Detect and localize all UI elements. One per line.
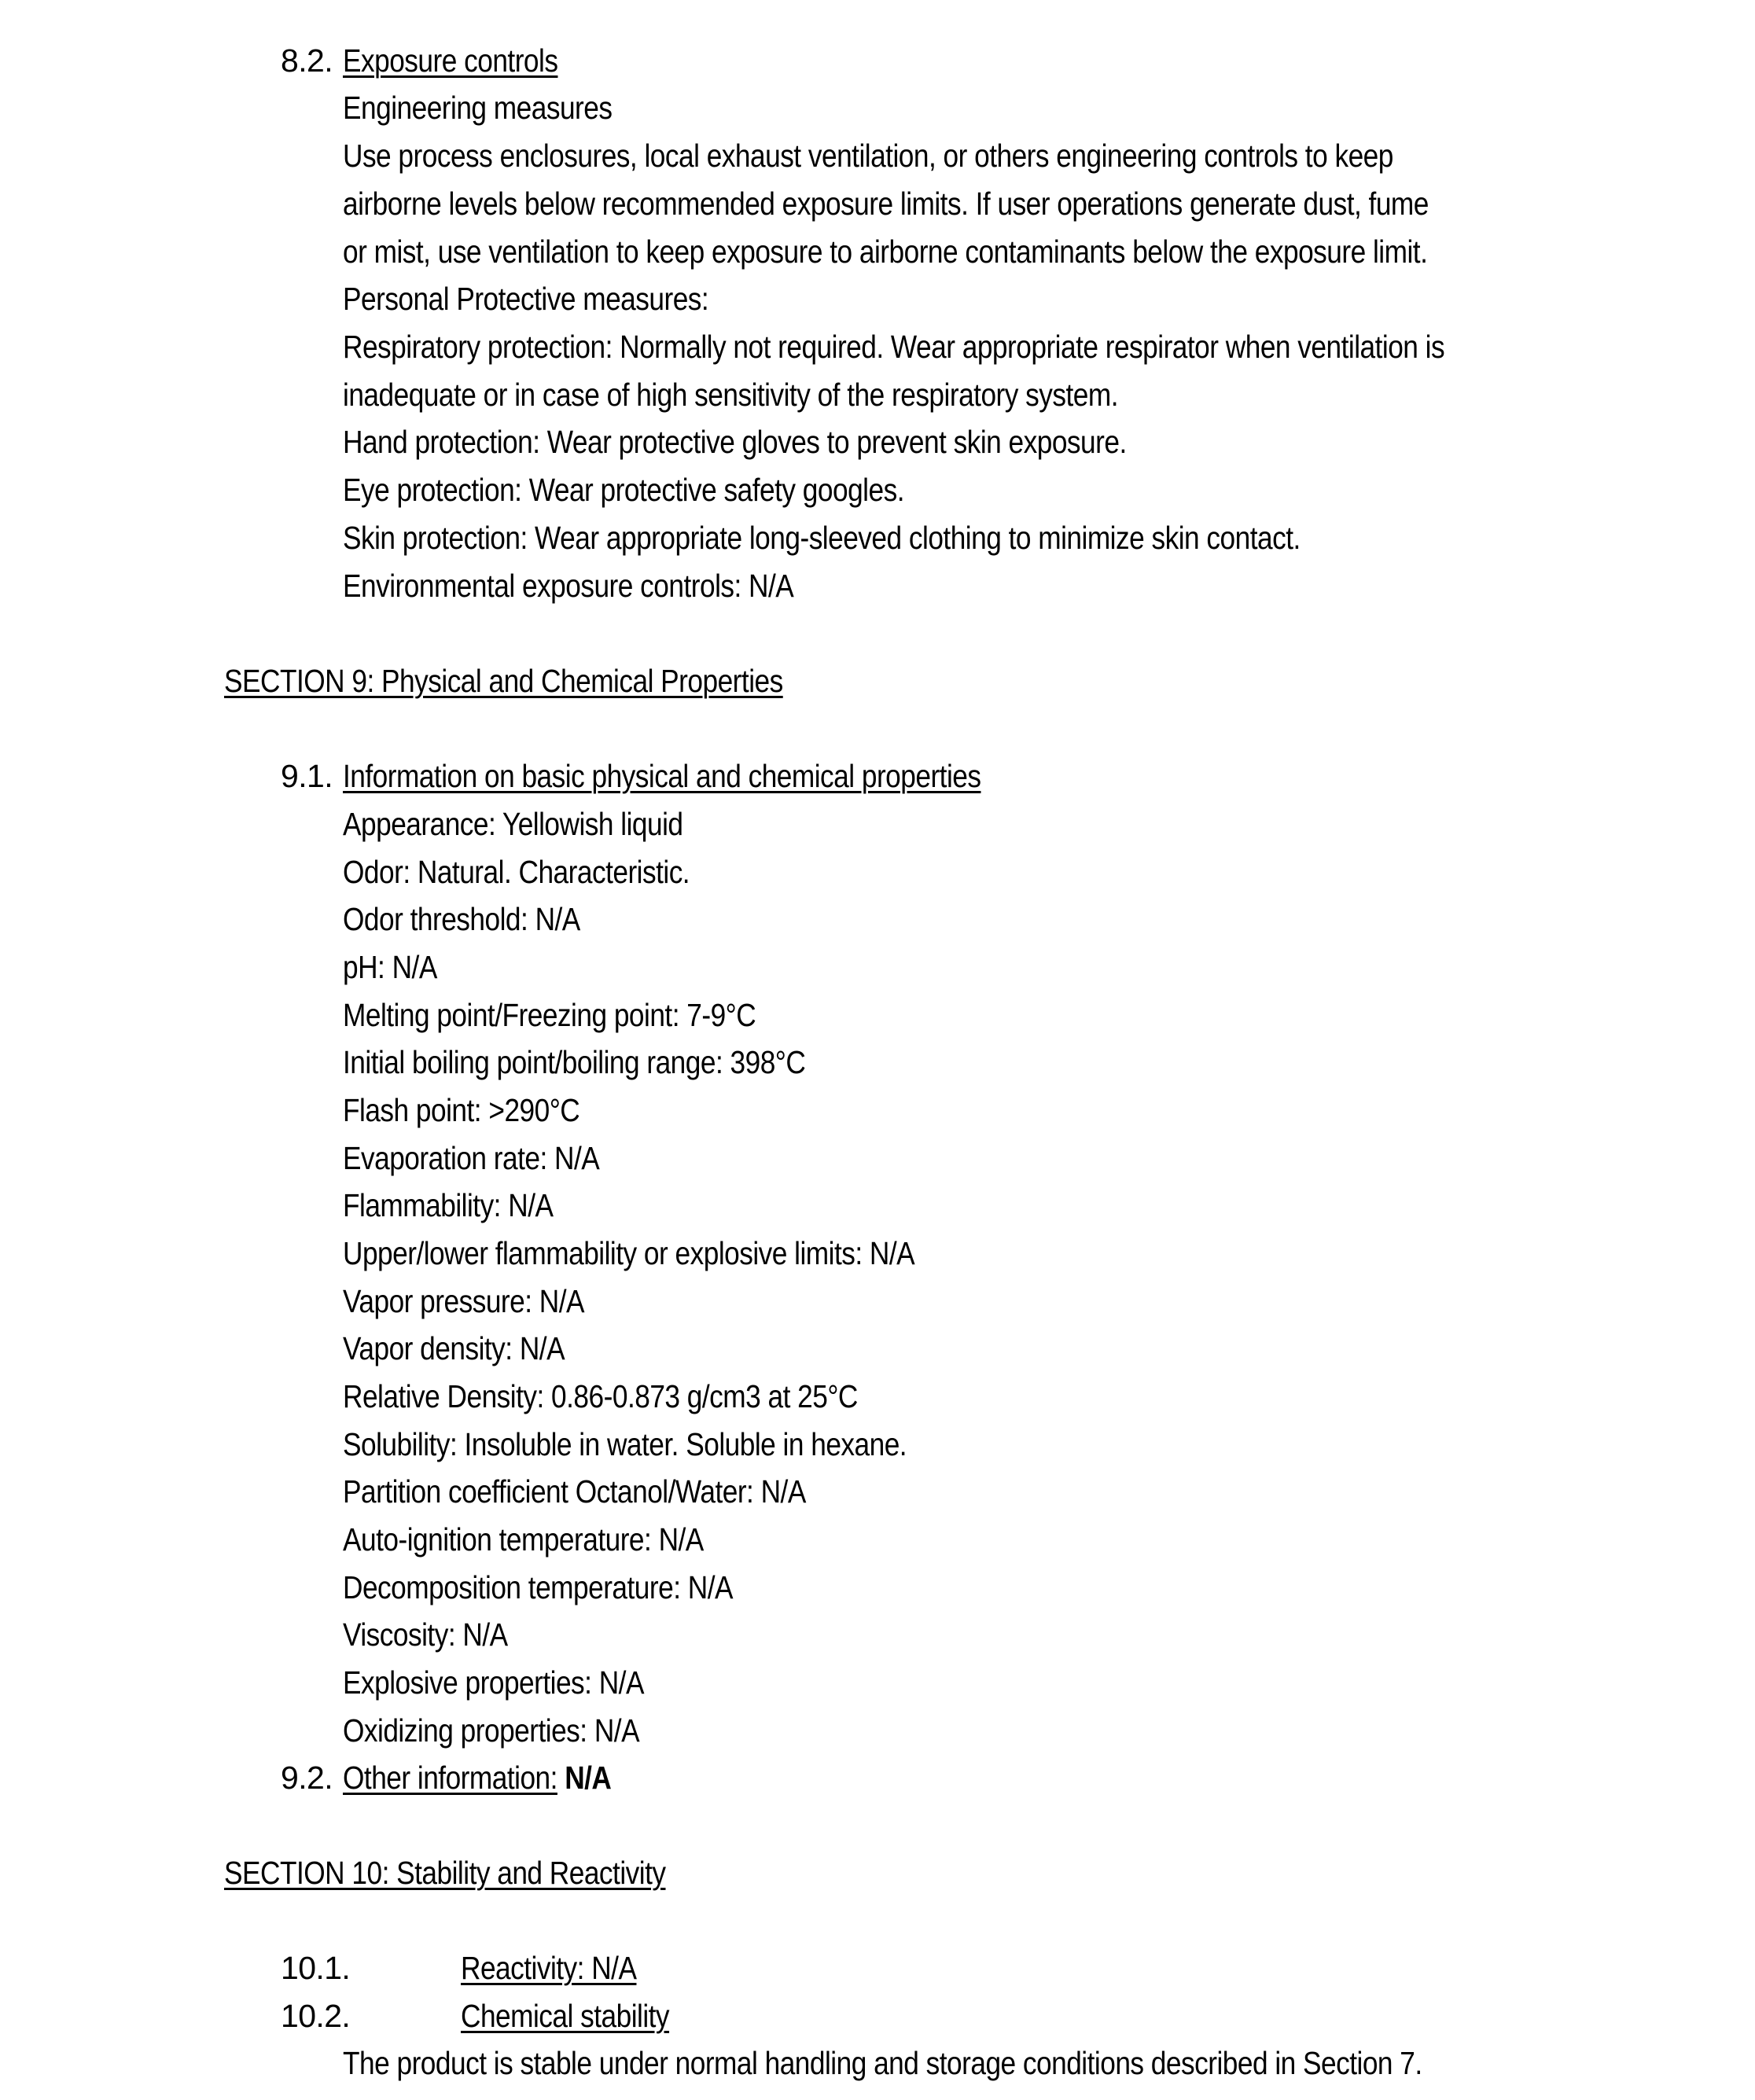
text-line: Personal Protective measures: bbox=[343, 281, 709, 317]
text-line: Engineering measures bbox=[343, 90, 613, 126]
text-line: airborne levels below recommended exposure limits. If user operations generate dust, fume bbox=[343, 186, 1429, 222]
property-line: Initial boiling point/boiling range: 398°C bbox=[343, 1044, 806, 1080]
text-line: Eye protection: Wear protective safety googles. bbox=[343, 472, 904, 508]
property-line: Upper/lower flammability or explosive limits: N/A bbox=[343, 1235, 915, 1271]
subsection-title: Other information: bbox=[343, 1760, 557, 1796]
text-line: Environmental exposure controls: N/A bbox=[343, 568, 794, 604]
property-line: Evaporation rate: N/A bbox=[343, 1140, 600, 1176]
subsection-number: 9.1. bbox=[281, 758, 333, 794]
property-line: Explosive properties: N/A bbox=[343, 1664, 644, 1701]
property-line: Vapor pressure: N/A bbox=[343, 1283, 585, 1319]
property-line: Auto-ignition temperature: N/A bbox=[343, 1521, 704, 1558]
text-line: Use process enclosures, local exhaust ventilation, or others engineering controls to keep bbox=[343, 138, 1393, 174]
text-line: Hand protection: Wear protective gloves to prevent skin exposure. bbox=[343, 424, 1127, 460]
property-line: Solubility: Insoluble in water. Soluble in hexane. bbox=[343, 1426, 907, 1462]
subsection-title: Chemical stability bbox=[461, 1998, 670, 2034]
other-information-value: N/A bbox=[557, 1760, 612, 1796]
section-heading: SECTION 10: Stability and Reactivity bbox=[224, 1855, 666, 1891]
other-information-line bbox=[343, 1760, 611, 1797]
property-line: Flash point: >290°C bbox=[343, 1092, 580, 1128]
property-line: Vapor density: N/A bbox=[343, 1330, 565, 1366]
text-line: Skin protection: Wear appropriate long-sleeved clothing to minimize skin contact. bbox=[343, 520, 1301, 556]
text-line: or mist, use ventilation to keep exposure to airborne contaminants below the exposure limit. bbox=[343, 234, 1428, 270]
text-line: inadequate or in case of high sensitivity of the respiratory system. bbox=[343, 377, 1119, 413]
property-line: Decomposition temperature: N/A bbox=[343, 1569, 734, 1605]
property-line: Melting point/Freezing point: 7-9°C bbox=[343, 997, 756, 1033]
property-line: Appearance: Yellowish liquid bbox=[343, 806, 683, 842]
property-line: Odor: Natural. Characteristic. bbox=[343, 854, 690, 890]
subsection-number: 10.1. bbox=[281, 1950, 351, 1986]
property-line: Viscosity: N/A bbox=[343, 1616, 508, 1653]
property-line: Oxidizing properties: N/A bbox=[343, 1712, 640, 1749]
property-line: Partition coefficient Octanol/Water: N/A bbox=[343, 1473, 806, 1510]
text-line: The product is stable under normal handling and storage conditions described in Section 7. bbox=[343, 2045, 1422, 2081]
property-line: Relative Density: 0.86-0.873 g/cm3 at 25°C bbox=[343, 1378, 858, 1414]
section-heading: SECTION 9: Physical and Chemical Properties bbox=[224, 663, 783, 699]
subsection-title: Reactivity: N/A bbox=[461, 1950, 637, 1986]
property-line: Flammability: N/A bbox=[343, 1187, 554, 1223]
subsection-number: 9.2. bbox=[281, 1760, 333, 1796]
subsection-number: 10.2. bbox=[281, 1998, 351, 2034]
subsection-number: 8.2. bbox=[281, 42, 333, 79]
subsection-title: Information on basic physical and chemical properties bbox=[343, 758, 981, 794]
text-line: Respiratory protection: Normally not required. Wear appropriate respirator when ventilation is bbox=[343, 329, 1445, 365]
subsection-title: Exposure controls bbox=[343, 42, 558, 79]
property-line: pH: N/A bbox=[343, 949, 437, 985]
property-line: Odor threshold: N/A bbox=[343, 901, 580, 937]
